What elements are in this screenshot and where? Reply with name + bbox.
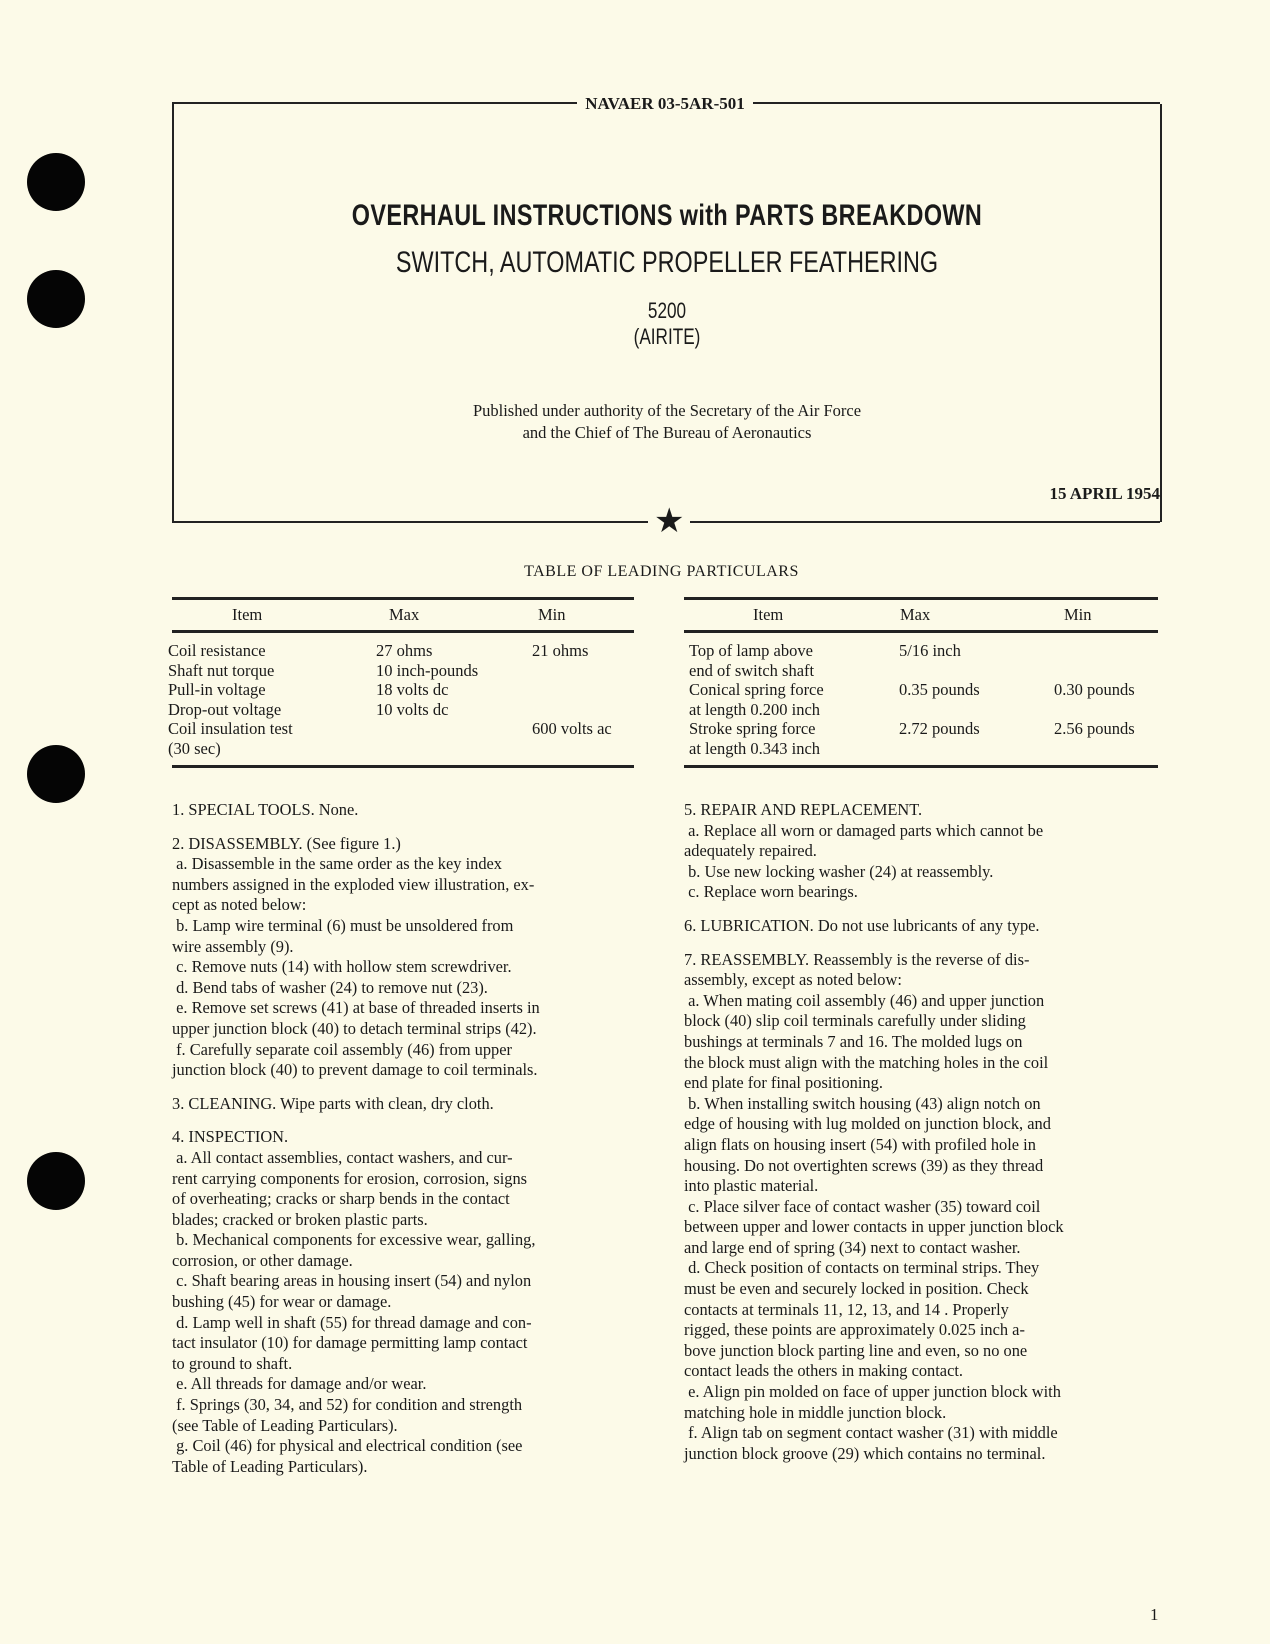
table-cell: 0.35 pounds [899,680,980,700]
text-line: b. Mechanical components for excessive wear, galling, [172,1230,536,1250]
right-text-column [684,800,1159,1464]
publication-date: 15 APRIL 1954 [1049,484,1160,503]
column-header: Item [232,605,263,624]
text-line: 6. LUBRICATION. Do not use lubricants of any type. [684,915,1040,935]
text-line: f. Carefully separate coil assembly (46) from upper [172,1039,512,1059]
text-line: the block must align with the matching holes in the coil [684,1052,1049,1072]
document-subtitle: SWITCH, AUTOMATIC PROPELLER FEATHERING [395,246,939,279]
table-row [684,719,1158,739]
table-cell: Coil insulation test [168,719,293,739]
text-line: f. Align tab on segment contact washer (31) with middle [684,1423,1058,1443]
text-line: cept as noted below: [172,895,307,915]
table-cell: Coil resistance [168,641,266,660]
authority-line: and the Chief of The Bureau of Aeronautics [522,423,812,442]
text-line: e. All threads for damage and/or wear. [172,1374,427,1394]
text-line: blades; cracked or broken plastic parts. [172,1209,428,1229]
table-row [684,680,1158,700]
table-row [684,661,1158,681]
text-line: g. Coil (46) for physical and electrical condition (see [172,1436,523,1456]
text-line: e. Align pin molded on face of upper junction block with [684,1382,1061,1402]
text-line: a. All contact assemblies, contact washers, and cur- [172,1147,513,1167]
table-cell: 2.72 pounds [899,719,980,739]
table-cell: Pull-in voltage [168,680,266,700]
table-cell: 600 volts ac [532,719,612,739]
text-line: d. Check position of contacts on terminal strips. They [684,1258,1040,1278]
text-line: into plastic material. [684,1176,819,1196]
text-line: numbers assigned in the exploded view illustration, ex- [172,874,535,894]
text-line: a. Replace all worn or damaged parts which cannot be [684,820,1044,840]
text-line: end plate for final positioning. [684,1073,883,1093]
table-cell: Conical spring force [689,680,824,700]
column-header: Min [538,605,566,624]
authority-line: Published under authority of the Secretary of the Air Force [472,401,862,420]
text-line: bove junction block parting line and even, so no one [684,1340,1028,1360]
authority-statement [172,400,1162,444]
text-line: d. Lamp well in shaft (55) for thread damage and con- [172,1312,532,1332]
table-cell: 18 volts dc [376,680,449,700]
text-line: c. Shaft bearing areas in housing insert (54) and nylon [172,1271,532,1291]
text-line: adequately repaired. [684,841,817,861]
text-line: bushings at terminals 7 and 16. The molded lugs on [684,1031,1023,1051]
table-cell: Drop-out voltage [168,699,282,719]
table-cell: Stroke spring force [689,719,816,739]
star-icon: ★ [648,505,690,539]
text-line: c. Place silver face of contact washer (35) toward coil [684,1196,1041,1216]
text-line: between upper and lower contacts in upper junction block [684,1217,1064,1237]
particulars-table-right [684,597,1158,768]
text-line: 7. REASSEMBLY. Reassembly is the reverse of dis- [684,949,1030,969]
particulars-table-left [168,597,634,768]
table-cell: 10 inch-pounds [376,660,479,680]
text-line: b. When installing switch housing (43) align notch on [684,1093,1041,1113]
text-line: junction block (40) to prevent damage to coil terminals. [172,1060,538,1080]
text-line: (see Table of Leading Particulars). [172,1415,398,1435]
left-text-column [172,800,647,1477]
text-line: c. Remove nuts (14) with hollow stem screwdriver. [172,957,512,977]
table-cell: 21 ohms [532,641,589,660]
table-cell: 27 ohms [376,641,433,660]
text-line: b. Use new locking washer (24) at reassembly. [684,861,994,881]
column-header: Max [900,605,931,624]
text-line: wire assembly (9). [172,936,294,956]
document-title: OVERHAUL INSTRUCTIONS with PARTS BREAKDOWN [351,199,983,232]
table-row [684,641,1158,661]
text-line: junction block groove (29) which contains no terminal. [684,1443,1046,1463]
text-line: housing. Do not overtighten screws (39) as they thread [684,1155,1044,1175]
table-cell: at length 0.343 inch [689,738,821,758]
table-cell: at length 0.200 inch [689,699,821,719]
text-line: must be even and securely locked in position. Check [684,1279,1029,1299]
table-cell: (30 sec) [168,738,221,758]
table-cell: 10 volts dc [376,699,449,719]
table-cell: end of switch shaft [689,660,815,680]
table-cell: 2.56 pounds [1054,719,1135,739]
table-title: TABLE OF LEADING PARTICULARS [524,563,799,580]
column-header: Max [389,605,420,624]
text-line: block (40) slip coil terminals carefully under sliding [684,1011,1026,1031]
text-line: contact leads the others in making contact. [684,1361,964,1381]
text-line: assembly, except as noted below: [684,970,902,990]
manufacturer: (AIRITE) [633,324,701,349]
text-line: 5. REPAIR AND REPLACEMENT. [684,800,923,819]
table-row [684,739,1158,759]
punch-hole [27,1152,85,1210]
table-cell: 0.30 pounds [1054,680,1135,700]
text-line: and large end of spring (34) next to contact washer. [684,1237,1021,1257]
text-line: of overheating; cracks or sharp bends in the contact [172,1189,510,1209]
column-header: Item [753,605,784,624]
text-line: e. Remove set screws (41) at base of threaded inserts in [172,998,540,1018]
text-line: a. When mating coil assembly (46) and upper junction [684,990,1045,1010]
text-line: edge of housing with lug molded on junction block, and [684,1114,1051,1134]
text-line: 3. CLEANING. Wipe parts with clean, dry cloth. [172,1093,494,1113]
table-row [168,680,634,700]
table-row [168,719,634,739]
text-line: a. Disassemble in the same order as the key index [172,854,502,874]
table-cell: 5/16 inch [899,641,961,660]
table-cell: Top of lamp above [689,641,813,660]
text-line: 4. INSPECTION. [172,1127,289,1147]
text-line: bushing (45) for wear or damage. [172,1292,392,1312]
text-line: tact insulator (10) for damage permitting lamp contact [172,1333,528,1353]
text-line: Table of Leading Particulars). [172,1456,368,1476]
column-header: Min [1064,605,1092,624]
text-line: 1. SPECIAL TOOLS. None. [172,800,359,819]
model-block [281,298,1053,350]
text-line: align flats on housing insert (54) with profiled hole in [684,1134,1036,1154]
text-line: d. Bend tabs of washer (24) to remove nut (23). [172,977,488,997]
punch-hole [27,270,85,328]
text-line: corrosion, or other damage. [172,1250,353,1270]
text-line: f. Springs (30, 34, and 52) for condition and strength [172,1395,523,1415]
text-line: to ground to shaft. [172,1353,293,1373]
punch-hole [27,745,85,803]
text-line: rigged, these points are approximately 0.025 inch a- [684,1320,1025,1340]
text-line: upper junction block (40) to detach terminal strips (42). [172,1018,537,1038]
text-line: c. Replace worn bearings. [684,882,858,902]
table-cell: Shaft nut torque [168,660,275,680]
text-line: matching hole in middle junction block. [684,1402,947,1422]
document-number: NAVAER 03-5AR-501 [0,94,1270,114]
table-row [684,700,1158,720]
text-line: b. Lamp wire terminal (6) must be unsoldered from [172,915,514,935]
text-line: 2. DISASSEMBLY. (See figure 1.) [172,833,401,853]
punch-hole [27,153,85,211]
text-line: rent carrying components for erosion, corrosion, signs [172,1168,528,1188]
table-row [168,699,634,720]
text-line: contacts at terminals 11, 12, 13, and 14 . Properly [684,1299,1009,1319]
table-row [168,641,634,661]
table-row [168,738,634,759]
page-number: 1 [1150,1605,1159,1624]
model-number: 5200 [647,298,687,323]
table-row [168,660,634,681]
